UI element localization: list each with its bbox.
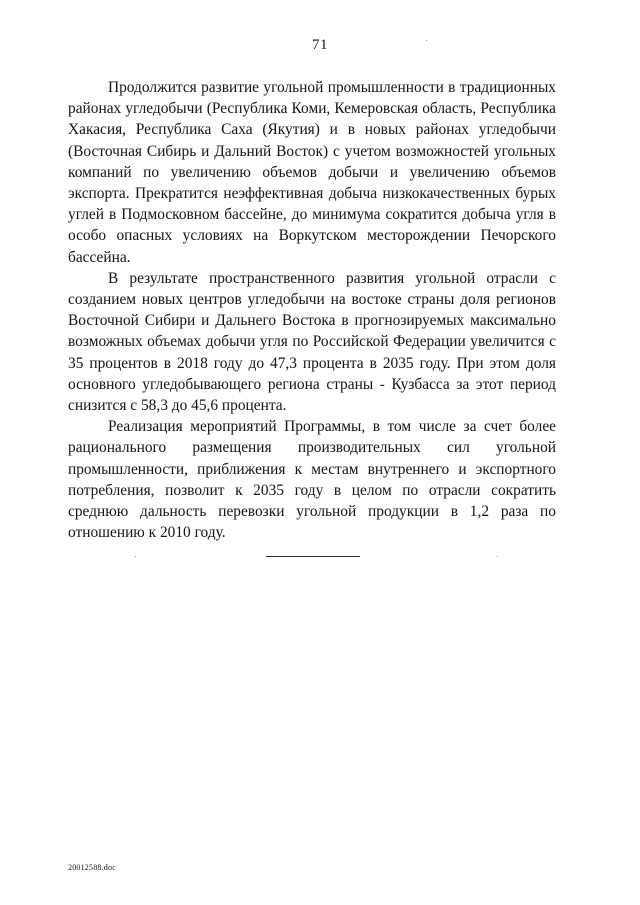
footer-filename: 20012588.doc [68, 863, 116, 872]
scan-speck [426, 40, 427, 41]
document-body [68, 77, 556, 543]
paragraph-spatial-development: В результате пространственного развития угольной отрасли с созданием новых центров угледобычи на востоке страны доля регионов Восточной Сибири и Дальнего Востока в прогнозируемых максимально возможных объемах добычи угля по Российской Федерации увеличится с 35 процентов в 2018 году до 47,3 процента в 2035 году. При этом доля основного угледобывающего региона страны - Кузбасса за этот период снизится с 58,3 до 45,6 процента. [68, 269, 556, 415]
paragraph-coal-industry-development: Продолжится развитие угольной промышленности в традиционных районах угледобычи (Республика Коми, Кемеровская область, Республика Хакасия, Республика Саха (Якутия) и в новых районах угледобычи (Восточная Сибирь и Дальний Восток) с учетом возможностей угольных компаний по увеличению объемов добычи и увеличению объемов экспорта. Прекратится неэффективная добыча низкокачественных бурых углей в Подмосковном бассейне, до минимума сократится добыча угля в особо опасных условиях на Воркутском месторождении Печорского бассейна. [68, 79, 556, 266]
scan-speck [135, 556, 136, 557]
paragraph-program-measures: Реализация мероприятий Программы, в том числе за счет более рационального размещения производительных сил угольной промышленности, приближения к местам внутреннего и экспортного потребления, позволит к 2035 году в целом по отрасли сократить среднюю дальность перевозки угольной продукции в 1,2 раза по отношению к 2010 году. [68, 418, 556, 542]
end-of-text-rule [266, 556, 360, 557]
scan-speck [497, 556, 498, 557]
page-number: 71 [312, 37, 328, 53]
